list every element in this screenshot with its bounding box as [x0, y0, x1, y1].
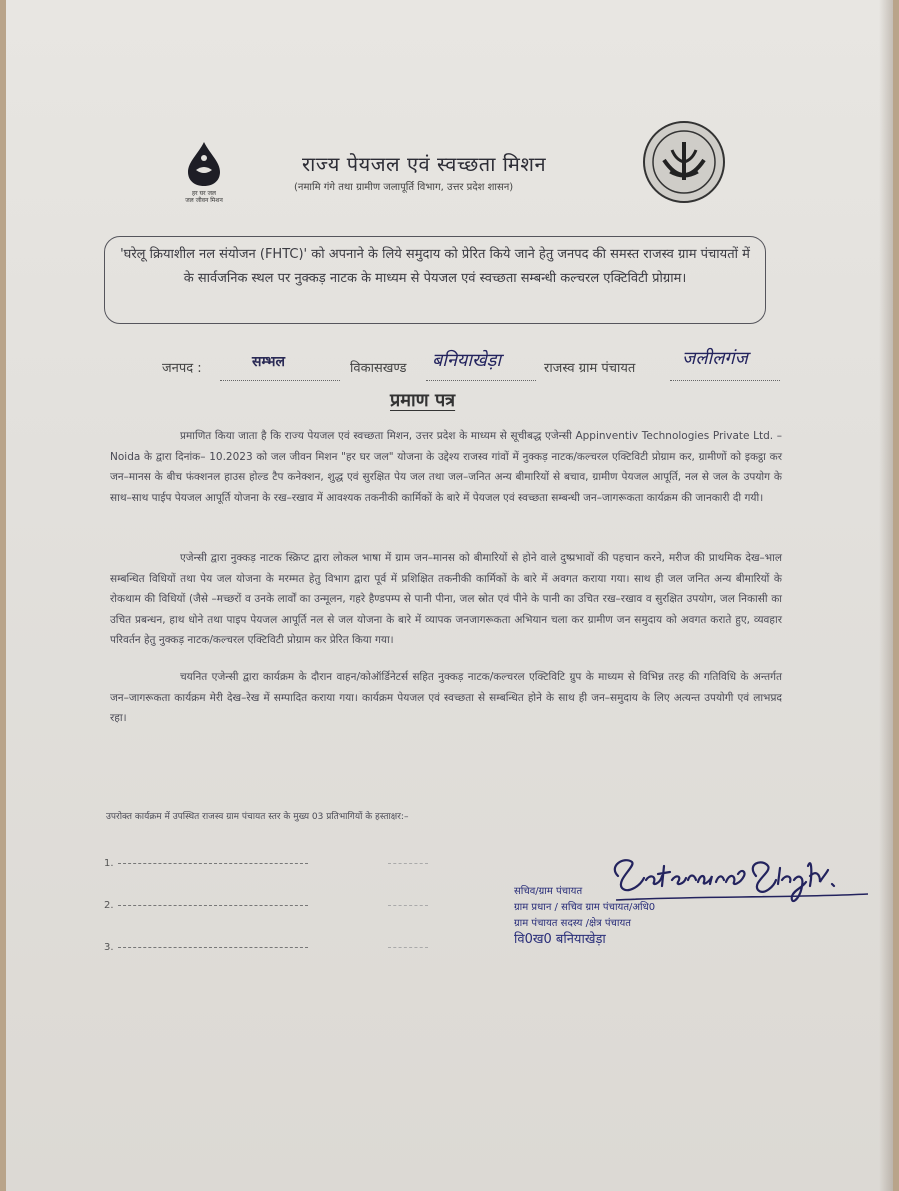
paragraph-3: चयनित एजेन्सी द्वारा कार्यक्रम के दौरान वाहन/कोऑर्डिनेटर्स सहित नुक्कड़ नाटक/कल्चरल एक्टिविटि ग्रुप के माध्यम से विभिन्न तरह की गतिविधि के अन्तर्गत जन–जागरूकता कार्यक्रम मेरी देख–रेख में सम्पादित कराया गया। कार्यक्रम पेयजल एवं स्वच्छता से सम्बन्धित होने के साथ ही जन–समुदाय के लिए अत्यन्त उपयोगी एवं लाभप्रद रहा।	[110, 671, 782, 724]
handwritten-signature	[606, 846, 886, 916]
district-label: जनपद :	[162, 361, 202, 376]
mission-title: राज्य पेयजल एवं स्वच्छता मिशन	[302, 152, 547, 176]
signature-line-number: 1.	[104, 858, 114, 869]
panchayat-label: राजस्व ग्राम पंचायत	[544, 361, 636, 376]
signature-icon	[606, 846, 886, 916]
up-seal-icon	[642, 120, 726, 204]
certificate-page	[6, 0, 893, 1191]
certificate-title: प्रमाण पत्र	[390, 390, 456, 411]
participants-signature-note: उपरोक्त कार्यक्रम में उपस्थित राजस्व ग्राम पंचायत स्तर के मुख्य 03 प्रतिभागियों के हस्ताक्षर:–	[106, 812, 409, 822]
block-label: विकासखण्ड	[350, 361, 407, 376]
water-drop-icon	[184, 140, 224, 188]
block-value: बनियाखेड़ा	[432, 350, 502, 371]
signature-line-2	[104, 900, 434, 911]
stamp-line-2: ग्राम प्रधान / सचिव ग्राम पंचायत/अधि0	[514, 902, 656, 913]
paragraph-2: एजेन्सी द्वारा नुक्कड़ नाटक स्क्रिप्ट द्वारा लोकल भाषा में ग्राम जन–मानस को बीमारियों से होने वाले दुष्प्रभावों की पहचान करने, मरीज की प्राथमिक देख–भाल सम्बन्धित विधियों तथा पेय जल योजना के मरम्मत हेतु विभाग द्वारा पूर्व में प्रशिक्षित तकनीकी कार्मिकों के बारे में अवगत कराया गया। साथ ही जल जनित अन्य बीमारियों के रोकथाम की विधियों (जैसे –मच्छरों व उनके लार्वों का उन्मूलन, गहरे हैण्डपम्प से पानी पीना, जल स्रोत एवं पीने के पानी का उचित रख–रखाव व सुरक्षित उपयोग, जल निकासी का उचित प्रबन्धन, हाथ धोने तथा पाइप पेयजल आपूर्ति नल से जल योजना के बारे में व्यापक जनजागरूकता अभियान चला कर ग्रामीण जन समुदाय को अवगत कराते हुए, व्यवहार परिवर्तन हेतु नुक्कड़ नाटक/कल्चरल एक्टिविटी प्रोग्राम कर प्रेरित किया गया।	[110, 552, 782, 646]
signature-line-number: 2.	[104, 900, 114, 911]
panchayat-value: जलीलगंज	[682, 348, 748, 369]
stamp-line-3: ग्राम पंचायत सदस्य /क्षेत्र पंचायत	[514, 918, 631, 929]
signature-line-3	[104, 942, 434, 953]
stamp-line-4: वि0ख0 बनियाखेड़ा	[514, 932, 606, 947]
up-government-seal	[642, 120, 726, 204]
mission-subtitle: (नमामि गंगे तथा ग्रामीण जलापूर्ति विभाग, उत्तर प्रदेश शासन)	[294, 182, 514, 193]
paragraph-1: प्रमाणित किया जाता है कि राज्य पेयजल एवं स्वच्छता मिशन, उत्तर प्रदेश के माध्यम से सूचीबद्ध एजेन्सी Appinventiv Technologies Private Ltd. – Noida के द्वारा दिनांक– 10.2023 को जल जीवन मिशन "हर घर जल" योजना के उद्देश्य राजस्व गांवों में नुक्कड़ नाटक/कल्चरल एक्टिविटी प्रोग्राम कर, ग्रामीणों को इकट्ठा कर जन–मानस के बीच फंक्शनल हाउस होल्ड टैप कनेक्शन, शुद्ध एवं सुरक्षित पेय जल तथा जल–जनित अन्य बीमारियों से बचाव, ग्रामीण पेयजल आपूर्ति, नल से जल के उपयोग के साथ–साथ पाईप पेयजल आपूर्ति योजना के रख–रखाव में आवश्यक तकनीकी कार्मिकों के बारे में पेयजल एवं स्वच्छता सम्बन्धी जन–जागरूकता कार्यक्रम की जानकारी दी गयी।	[110, 430, 782, 504]
jal-jeevan-mission-logo	[166, 140, 242, 220]
stamp-line-1: सचिव/ग्राम पंचायत	[514, 886, 583, 897]
signature-line-number: 3.	[104, 942, 114, 953]
logo-caption: हर घर जल जल जीवन मिशन	[185, 190, 223, 204]
location-fields	[156, 348, 796, 382]
program-description-box: 'घरेलू क्रियाशील नल संयोजन (FHTC)' को अपनाने के लिये समुदाय को प्रेरित किये जाने हेतु जनपद की समस्त राजस्व ग्राम पंचायतों में के सार्वजनिक स्थल पर नुक्कड़ नाटक के माध्यम से पेयजल एवं स्वच्छता सम्बन्धी कल्चरल एक्टिविटी प्रोग्राम।	[104, 236, 766, 324]
signature-line-1	[104, 858, 434, 869]
district-value: सम्भल	[252, 354, 285, 370]
